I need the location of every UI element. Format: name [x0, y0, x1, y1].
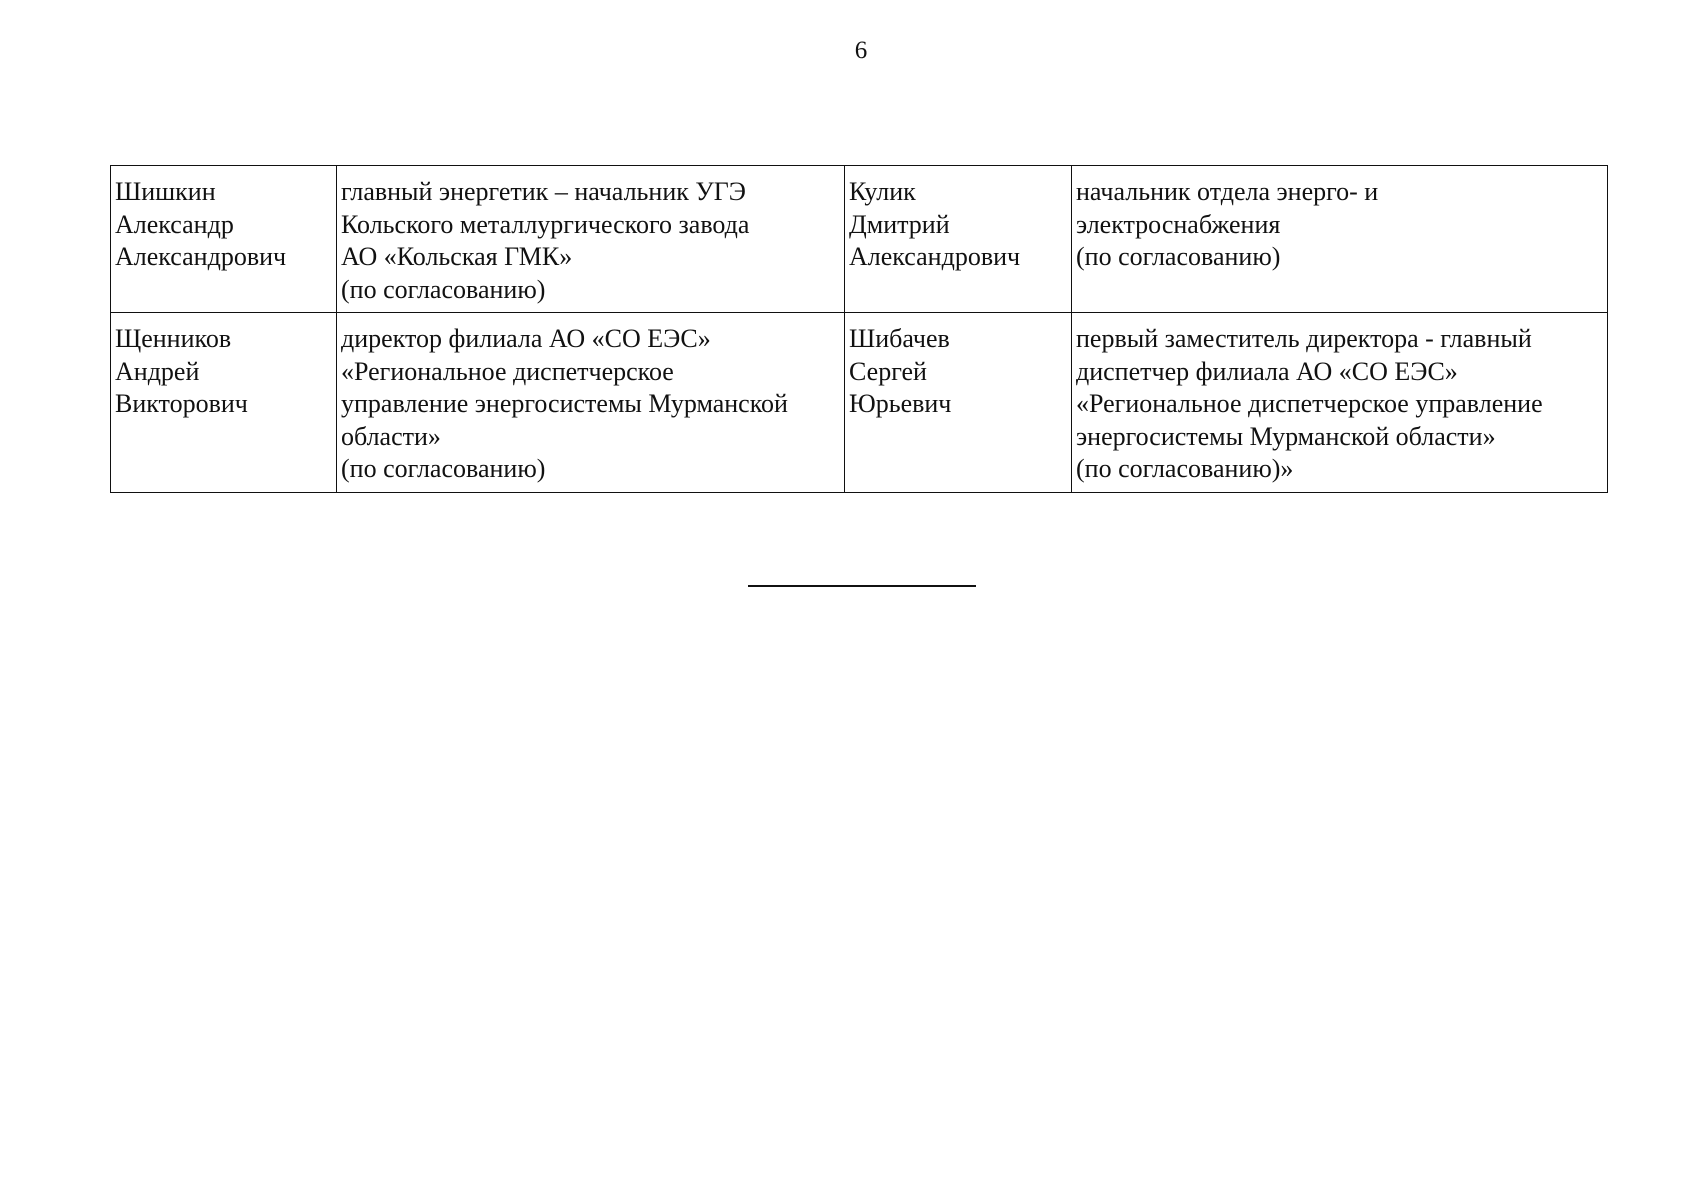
name-line: Андрей	[115, 356, 200, 386]
name-line: Александрович	[115, 242, 287, 271]
position-line: (по согласованию)	[1076, 242, 1281, 271]
name-line: Юрьевич	[849, 389, 952, 418]
name-line: Александрович	[849, 242, 1021, 271]
position-line: «Региональное диспетчерское	[341, 356, 674, 386]
members-table	[110, 165, 1608, 493]
position-line: Кольского металлургического завода	[341, 209, 750, 239]
member-name-cell	[111, 313, 337, 493]
position-line: электроснабжения	[1076, 209, 1281, 239]
position-line: (по согласованию)»	[1076, 454, 1294, 483]
table-row	[111, 313, 1608, 493]
name-line: Щенников	[115, 324, 232, 353]
position-line: АО «Кольская ГМК»	[341, 242, 573, 271]
position-line: начальник отдела энерго- и	[1076, 177, 1379, 206]
position-line: области»	[341, 421, 441, 451]
position-line: директор филиала АО «СО ЕЭС»	[341, 324, 711, 353]
position-line: главный энергетик – начальник УГЭ	[341, 177, 746, 206]
name-line: Шибачев	[849, 324, 950, 353]
table-row	[111, 166, 1608, 313]
name-line: Дмитрий	[849, 209, 950, 239]
member-name-cell	[111, 166, 337, 313]
position-line: энергосистемы Мурманской области»	[1076, 421, 1496, 451]
position-line: диспетчер филиала АО «СО ЕЭС»	[1076, 356, 1458, 386]
name-line: Сергей	[849, 356, 927, 386]
member-position-cell	[337, 313, 845, 493]
end-of-document-rule	[748, 585, 976, 587]
member-position-cell	[1072, 166, 1608, 313]
position-line: (по согласованию)	[341, 454, 546, 483]
member-position-cell	[337, 166, 845, 313]
position-line: (по согласованию)	[341, 274, 546, 304]
page-number: 6	[854, 37, 868, 64]
member-name-cell	[845, 166, 1072, 313]
member-position-cell	[1072, 313, 1608, 493]
name-line: Шишкин	[115, 177, 216, 206]
member-name-cell	[845, 313, 1072, 493]
position-line: первый заместитель директора - главный	[1076, 324, 1532, 353]
name-line: Александр	[115, 209, 234, 239]
name-line: Викторович	[115, 389, 248, 418]
position-line: «Региональное диспетчерское управление	[1076, 389, 1543, 418]
name-line: Кулик	[849, 177, 916, 206]
position-line: управление энергосистемы Мурманской	[341, 389, 788, 418]
